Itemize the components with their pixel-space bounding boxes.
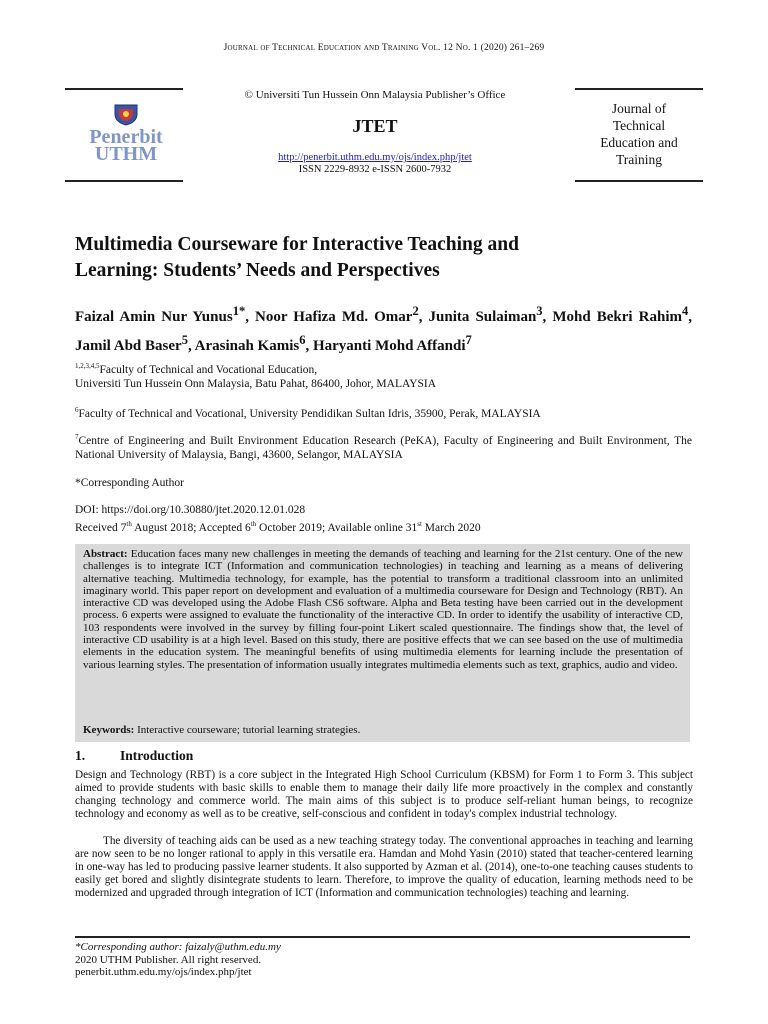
footnote-publisher: 2020 UTHM Publisher. All right reserved. xyxy=(75,953,262,966)
received-dates: Received 7th August 2018; Accepted 6th October 2019; Available online 31st March 2020 xyxy=(75,520,481,534)
author: Mohd Bekri Rahim$^4$ xyxy=(552,304,689,325)
author: Junita Sulaiman$^3$ xyxy=(428,304,543,325)
header-rule-left-bottom xyxy=(65,180,183,182)
author-list: Faizal Amin Nur Yunus$^{1*}$, Noor Hafiza Md. Omar$^2$, Junita Sulaiman$^3$, Mohd Bekri Rahim$^4$, Jamil Abd Baser$^5$, Arasinah Kamis$^6$, Haryanti Mohd Affandi$^7$ xyxy=(75,304,692,354)
author: Faizal Amin Nur Yunus$^{1*}$ xyxy=(75,304,246,325)
footnote xyxy=(75,941,693,979)
section-heading-introduction xyxy=(75,748,193,764)
abstract-label: Abstract: xyxy=(83,548,128,560)
journal-name-line: Training xyxy=(615,152,662,167)
footnote-rule xyxy=(75,936,690,938)
journal-name-line: Journal of xyxy=(611,101,667,116)
author: Noor Hafiza Md. Omar$^2$ xyxy=(255,304,419,325)
affiliation-1-5: $^{1,2,3,4,5}$Faculty of Technical and Vocational Education, Universiti Tun Hussein Onn Malaysia, Batu Pahat, 86400, Johor, MALAYSIA xyxy=(75,362,437,390)
section-title: Introduction xyxy=(120,748,194,763)
journal-name-box xyxy=(588,100,690,168)
keywords-label: Keywords: xyxy=(83,724,135,736)
keywords xyxy=(83,724,683,736)
affiliation-7: $^7$Centre of Engineering and Built Environment Education Research (PeKA), Faculty of Engineering and Built Environment, The National University of Malaysia, Bangi, 43600, Selangor, MALAYSIA xyxy=(75,433,692,461)
journal-name-line: Technical xyxy=(612,118,666,133)
body-paragraph-1: Design and Technology (RBT) is a core subject in the Integrated High School Curriculum (KBSM) for Form 1 to Form 3. This subject aimed to provide students with basic skills to enable them to manage their daily life more proactively in the complex and constantly changing technology and commerce world. The main aims of this subject is to produce self-reliant human beings, to recognize technology and economy as well as to be creative, self-conscious and confident in today's complex industrial technology. xyxy=(75,769,693,821)
penerbit-uthm-logo xyxy=(80,108,172,168)
crest-icon xyxy=(113,102,139,126)
logo-text-line1: Penerbit xyxy=(89,126,163,148)
paper-title xyxy=(75,232,695,284)
abstract-text: Education faces many new challenges in meeting the demands of teaching and learning for the 21st century. One of the new challenges is to integrate ICT (Information and communication technologies) in teaching and learning as a means of delivering alternative teaching. Multimedia technology, for example, has the potential to transform a traditional classroom into an unlimited imaginary world. This paper report on development and evaluation of a multimedia courseware for Design and Technology (RBT). An interactive CD was developed using the Adobe Flash CS6 software. Alpha and Beta testing have been carried out in the development process. 6 experts were assigned to evaluate the functionality of the interactive CD. In order to identify the usability of interactive CD, 103 respondents were involved in the survey by filling four-point Likert scaled questionnaire. The findings show that, the level of interactive CD usability is at a high level. Based on this study, there are positive effects that we can see based on the use of multimedia elements in the education system. The meaningful benefits of using multimedia elements for learning include the presentation of various learning styles. The presentation of information usually integrates multimedia elements such as text, graphics, audio and video. xyxy=(83,548,683,671)
author: Jamil Abd Baser$^5$ xyxy=(75,333,188,354)
header-rule-right-bottom xyxy=(575,180,703,182)
footnote-corresponding: *Corresponding author: faizaly@uthm.edu.my xyxy=(75,941,281,953)
author: Arasinah Kamis$^6$ xyxy=(194,333,306,354)
running-header: Journal of Technical Education and Training Vol. 12 No. 1 (2020) 261–269 xyxy=(223,43,545,53)
header-rule-left-top xyxy=(65,88,183,90)
journal-name-line: Education and xyxy=(600,135,678,150)
body-paragraph-2: The diversity of teaching aids can be used as a new teaching strategy today. The conventional approaches in teaching and learning are now seen to be no longer rational to apply in this versatile era. Hamdan and Mohd Yasin (2010) stated that teacher-centered learning in one-way has led to producing passive learner students. It also supported by Azman et al. (2014), one-to-one teaching causes students to easily get bored and slightly disintegrate students to learn. Therefore, to improve the quality of education, learning methods need to be modernized and upgraded through integration of ICT (Information and communication technologies) teaching and learning. xyxy=(75,835,693,900)
section-number: 1. xyxy=(75,748,86,763)
logo-text-line2: UTHM xyxy=(94,143,158,165)
corresponding-author-note: *Corresponding Author xyxy=(75,477,184,489)
title-line: Learning: Students’ Needs and Perspectives xyxy=(75,260,440,281)
author: Haryanti Mohd Affandi$^7$ xyxy=(312,333,472,354)
journal-url-link[interactable]: http://penerbit.uthm.edu.my/ojs/index.php/jtet xyxy=(278,152,472,163)
keywords-text: Interactive courseware; tutorial learning strategies. xyxy=(137,724,361,736)
affiliation-6: $^6$Faculty of Technical and Vocational, University Pendidikan Sultan Idris, 35900, Perak, MALAYSIA xyxy=(75,406,541,420)
footnote-url: penerbit.uthm.edu.my/ojs/index.php/jtet xyxy=(75,966,252,978)
copyright-notice: © Universiti Tun Hussein Onn Malaysia Publisher’s Office xyxy=(244,89,506,101)
doi: DOI: https://doi.org/10.30880/jtet.2020.12.01.028 xyxy=(75,504,306,516)
journal-abbreviation: JTET xyxy=(352,116,398,136)
header-rule-right-top xyxy=(575,88,703,90)
title-line: Multimedia Courseware for Interactive Teaching and xyxy=(75,234,519,255)
abstract xyxy=(83,548,683,671)
issn: ISSN 2229-8932 e-ISSN 2600-7932 xyxy=(298,164,452,175)
